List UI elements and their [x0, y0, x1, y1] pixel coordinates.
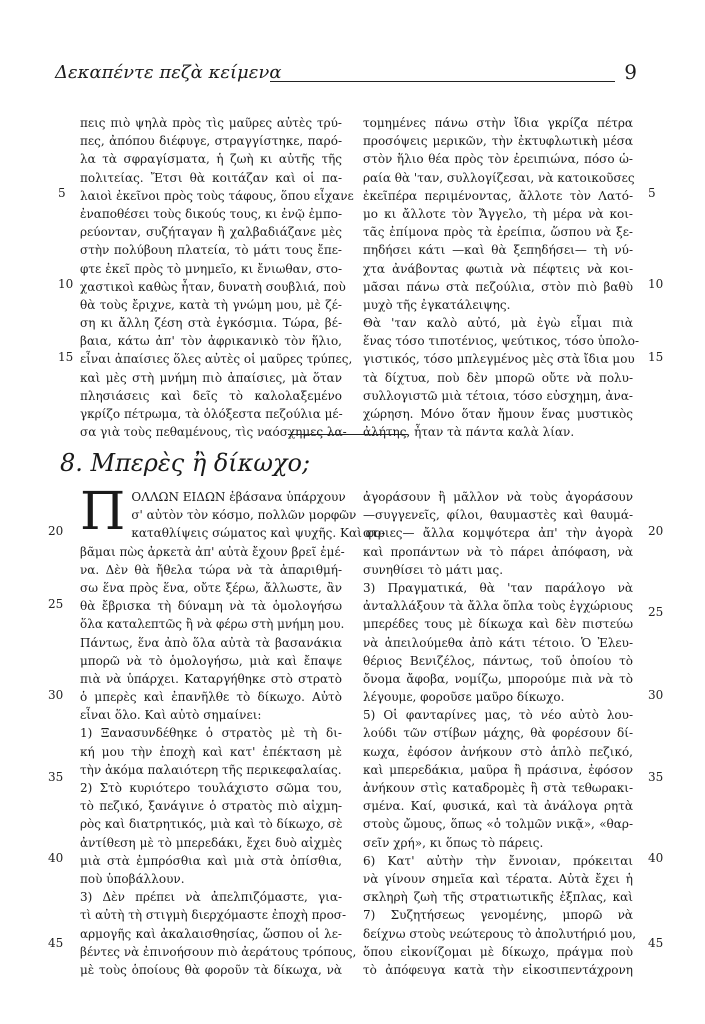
bottom-right-column: [363, 488, 637, 979]
line-number: 10: [58, 277, 74, 291]
text-line: σκληρὴ ζωὴ τῆς στρατιωτικῆς ἐξπλας, καὶ: [363, 890, 633, 905]
text-line: σα γιὰ τοὺς πεθαμένους, τὶς ναόσχημες λα-: [80, 425, 347, 440]
text-line: κή μου τὴν ἐποχὴ καὶ κατ' ἐπέκταση μὲ: [80, 744, 342, 759]
text-line: νὰ ἀπειλούμεθα ἀπὸ κάτι τέτοιο. Ὁ Ἐλευ-: [363, 635, 633, 650]
line-number: 40: [48, 851, 64, 865]
text-line: ἐναποθέσει τοὺς δικούς τους, κι ἐνῷ ἐμπο-: [80, 206, 342, 221]
drop-cap: Π: [80, 482, 126, 542]
text-line: σω ἕνα πρὸς ἕνα, οὔτε ξέρω, ἄλλωστε, ἂν: [80, 580, 342, 595]
text-line: πεις πιὸ ψηλὰ πρὸς τὶς μαῦρες αὐτὲς τρύ-: [80, 116, 342, 130]
text-line: τᾶς ἐπίμονα πρὸς τὰ ἐρείπια, ὥσπου νὰ ξε-: [363, 225, 633, 240]
text-line: μιὰ στὰ ἐμπρόσθια καὶ μιὰ στὰ ὀπίσθια,: [80, 853, 342, 868]
running-title: Δεκαπέντε πεζὰ κείμενα: [55, 62, 286, 83]
text-line: μπερέδες τους μὲ δίκωχα καὶ δὲν πιστεύω: [363, 617, 633, 632]
text-line: ἀγοράσουν ἢ μᾶλλον νὰ τοὺς ἀγοράσουν: [363, 490, 633, 504]
text-line: ὄνομα ἄφοβα, νομίζω, μπορούμε πιὰ νὰ τὸ: [363, 671, 633, 686]
text-line: Θὰ 'ταν καλὸ αὐτό, μὰ ἐγὼ εἶμαι πιὰ: [363, 316, 633, 331]
text-line: πες, ἀπόπου διέφυγε, στραγγίστηκε, παρό-: [80, 134, 342, 149]
text-line: σ' αὐτὸν τὸν κόσμο, πολλῶν μορφῶν: [131, 508, 357, 523]
text-line: σμένα. Καί, φυσικά, καὶ τὰ ἀνάλογα ρητὰ: [363, 799, 633, 814]
running-header: [55, 62, 637, 86]
text-line: νὰ γίνουν σημεῖα καὶ τέρατα. Αὐτὰ ἔχει ἡ: [363, 871, 633, 886]
text-line: χτα ἀνάβοντας φωτιὰ νὰ πέφτεις νὰ κοι-: [363, 261, 633, 276]
text-line: ἐκεῖπέρα περιμένοντας, ἄλλοτε τὸν Λατό-: [363, 188, 633, 203]
line-number: 15: [648, 350, 664, 364]
text-line: ὁ μπερὲς καὶ ἐπανῆλθε τὸ δίκωχο. Αὐτὸ: [80, 690, 342, 705]
line-number: 5: [648, 186, 656, 200]
text-line: 5) Οἱ φανταρίνες μας, τὸ νέο αὐτὸ λου-: [363, 708, 633, 723]
line-number: 30: [48, 688, 64, 702]
page-number: 9: [624, 60, 637, 84]
text-line: καὶ μὲς στὴ μνήμη πιὸ ἀπαίσιες, μὰ ὅταν: [80, 370, 342, 385]
text-line: ἕνας τόσο τιποτένιος, ψεύτικος, τόσο ὑπολο-: [363, 334, 640, 349]
text-line: λούδι τῶν στίβων μάχης, θὰ φορέσουν δί-: [363, 726, 633, 741]
text-line: στὴν πολύβουη πλατεία, τὸ μάτι τους ἔπε-: [80, 243, 342, 258]
text-line: ἀλήτης, ἦταν τὰ πάντα καλὰ λίαν.: [363, 425, 575, 440]
text-line: —συγγενεῖς, φίλοι, θαυμαστὲς καὶ θαυμά-: [363, 508, 633, 523]
top-left-column: [80, 114, 354, 441]
line-number: 30: [648, 688, 664, 702]
text-line: ση κι ἄλλη ζέση στὰ ἐγκόσμια. Τώρα, βέ-: [80, 316, 342, 331]
text-line: στριες— ἄλλα κομψότερα ἀπ' τὴν ἀγορὰ: [363, 526, 633, 541]
text-line: λέγουμε, φοροῦσε μαῦρο δίκωχο.: [363, 690, 565, 705]
text-line: εἶναι ἀπαίσιες ὅλες αὐτὲς οἱ μαῦρες τρύπες,: [80, 352, 353, 367]
text-line: φτε ἐκεῖ πρὸς τὸ μνημεῖο, κι ἔνιωθαν, στο-: [80, 261, 342, 276]
text-line: ὅλα καταλεπτῶς ἢ νὰ φέρω στὴ μνήμη μου.: [80, 617, 345, 632]
text-line: ἀνήκουν στὶς καταδρομὲς ἢ στὰ τεθωρακι-: [363, 781, 633, 795]
text-line: ποὺ ὑποβάλλουν.: [80, 871, 185, 886]
text-line: πιὰ νὰ ὑπάρχει. Καταργήθηκε στὸ στρατὸ: [80, 671, 342, 686]
line-number: 20: [648, 524, 664, 538]
text-line: να. Δὲν θὰ ἤθελα τώρα νὰ τὰ ἀπαριθμή-: [80, 562, 342, 577]
text-line: συλλογιστῶ μιὰ τέτοια, τόσο εὐσχημη, ἀνα-: [363, 388, 633, 403]
text-line: ἀντίθεση μὲ τὸ μπερεδάκι, ἔχει δυὸ αἰχμὲς: [80, 835, 342, 850]
text-line: μυχὸ τῆς ἐγκατάλειψης.: [363, 297, 511, 312]
text-line: ρὸς καὶ διατρητικός, μιὰ καὶ τὸ δίκωχο, σὲ: [80, 817, 343, 832]
line-number: 10: [648, 277, 664, 291]
text-line: πλησιάσεις καὶ δεῖς τὸ καλολαξεμένο: [80, 388, 342, 403]
text-line: 3) Πραγματικά, θὰ 'ταν παράλογο νὰ: [363, 580, 633, 595]
text-line: συνηθίσει τὸ μάτι μας.: [363, 562, 504, 577]
text-line: μᾶσαι πάνω στὰ πεζούλια, στὸν πιὸ βαθὺ: [363, 279, 633, 294]
text-line: λα τὰ σφραγίσματα, ἡ ζωὴ κι αὐτῆς τῆς: [80, 152, 342, 167]
text-line: θέριος Βενιζέλος, πάντως, τοῦ ὁποίου τὸ: [363, 653, 633, 668]
text-line: μπορῶ νὰ τὸ ὁμολογήσω, μιὰ καὶ ἔπαψε: [80, 653, 342, 668]
text-line: θὰ τοὺς ἔριχνε, κατὰ τὴ γνώμη μου, μὲ ζέ-: [80, 297, 342, 312]
text-line: 1) Ξανασυνδέθηκε ὁ στρατὸς μὲ τὴ δι-: [80, 726, 342, 741]
text-line: γκρίζο πέτρωμα, τὰ ὁλόξεστα πεζούλια μέ-: [80, 407, 343, 421]
text-line: καὶ μπερεδάκια, μαῦρα ἢ πράσινα, ἐφόσον: [363, 762, 633, 777]
text-line: βέντες νὰ ἐπινοήσουν πιὸ ἀεράτους τρόπους,: [80, 944, 357, 959]
line-number: 40: [648, 851, 664, 865]
text-line: καὶ προπάντων νὰ τὸ πάρει ἀπόφαση, νὰ: [363, 544, 633, 559]
line-number: 5: [58, 186, 66, 200]
line-number: 20: [48, 524, 64, 538]
text-line: μὲ τοὺς ὁποίους θὰ φοροῦν τὰ δίκωχα, νὰ: [80, 962, 342, 977]
text-line: τὰ δίχτυα, ποὺ δὲν μπορῶ οὔτε νὰ πολυ-: [363, 370, 633, 385]
text-line: τὶ αὐτὴ τὴ στιγμὴ διερχόμαστε ἐποχὴ προσ-: [80, 908, 347, 923]
text-line: σεῖν χρή», κι ὅπως τὸ πάρεις.: [363, 835, 544, 850]
text-line: εἶναι ὅλο. Καὶ αὐτὸ σημαίνει:: [80, 708, 262, 723]
text-line: ρεύονταν, συζήταγαν ἢ χαλβαδιάζανε μὲς: [80, 225, 342, 240]
text-line: καταθλίψεις σώματος καὶ ψυχῆς. Καὶ φο-: [131, 526, 386, 541]
line-number: 45: [648, 936, 664, 950]
text-line: τομημένες πάνω στὴν ἴδια γκρίζα πέτρα: [363, 116, 633, 130]
text-line: κωχα, ἐφόσον ἀνήκουν στὸ ἁπλὸ πεζικό,: [363, 744, 633, 759]
text-line: ΟΛΛΩΝ ΕΙΔΩΝ ἐβάσανα ὑπάρχουν: [131, 490, 346, 504]
text-line: προσόψεις μερικῶν, τὴν ἐκτυφλωτικὴ μέσα: [363, 134, 633, 149]
text-line: αρμογῆς καὶ ἀκαλαισθησίας, ὥσπου οἱ λε-: [80, 926, 342, 941]
text-line: στοὺς ὤμους, ὅπως «ὁ τολμῶν νικᾷ», «θαρ-: [363, 817, 633, 832]
line-number: 15: [58, 350, 74, 364]
text-line: πολιτείας. Ἔτσι θὰ κοιτάζαν καὶ οἱ πα-: [80, 170, 342, 185]
line-number: 25: [48, 597, 64, 611]
bottom-left-column: [80, 482, 386, 979]
text-line: 6) Κατ' αὐτὴν τὴν ἔννοιαν, πρόκειται: [363, 853, 633, 868]
text-line: τὴν ἀκόμα παλαιότερη τῆς περικεφαλαίας.: [80, 762, 342, 777]
text-line: βαια, κάτω ἀπ' τὸν ἀφρικανικὸ τὸν ἥλιο,: [80, 334, 342, 349]
section-divider: [288, 434, 408, 435]
top-right-column: [363, 114, 640, 441]
text-line: ὅπου εἰκονίζομαι μὲ δίκωχο, πράγμα ποὺ: [363, 944, 633, 959]
text-line: θὰ ἔβρισκα τὴ δύναμη νὰ τὰ ὁμολογήσω: [80, 599, 342, 614]
text-line: μο κι ἄλλοτε τὸν Ἄγγελο, τὴ μέρα νὰ κοι-: [363, 206, 633, 221]
text-line: 2) Στὸ κυριότερο τουλάχιστο σῶμα του,: [80, 781, 342, 795]
text-line: ραία θὰ 'ταν, συλλογίζεσαι, νὰ κατοικοῦσες: [363, 170, 635, 185]
text-line: στὸν ἥλιο θέα πρὸς τὸν ἐρειπιώνα, πόσο ὡ-: [363, 152, 633, 167]
text-line: χαστικοὶ καθὼς ἦταν, δυνατὴ σουβλιά, ποὺ: [80, 279, 346, 294]
text-line: βᾶμαι πὼς ἀρκετὰ ἀπ' αὐτὰ ἔχουν βρεῖ ἐμέ-: [80, 544, 345, 559]
line-number: 25: [648, 605, 664, 619]
line-number: 35: [48, 770, 64, 784]
header-rule: [270, 81, 615, 82]
text-line: τὸ πεζικό, ξανάγινε ὁ στρατὸς πιὸ αἰχμη-: [80, 799, 342, 814]
text-line: δείχνω στοὺς νεώτερους τὸ ἀπολυτήριό μου,: [363, 926, 637, 941]
text-line: γιστικός, τόσο μπλεγμένος μὲς στὰ ἴδια μου: [363, 352, 635, 367]
text-line: Πάντως, ἕνα ἀπὸ ὅλα αὐτὰ τὰ βασανάκια: [80, 635, 342, 650]
section-title: 8. Μπερὲς ἢ δίκωχο;: [60, 449, 311, 477]
line-number: 35: [648, 770, 664, 784]
text-line: λαιοὶ ἐκεῖνοι πρὸς τοὺς τάφους, ὅπου εἶχανε: [80, 188, 354, 203]
text-line: πηδήσει κάτι —καὶ θὰ ξεπηδήσει— τὴ νύ-: [363, 243, 633, 258]
text-line: ἀνταλλάξουν τὰ ἄλλα ὅπλα τοὺς ἐγχώριους: [363, 599, 633, 614]
line-number: 45: [48, 936, 64, 950]
text-line: 7) Συζητήσεως γενομένης, μπορῶ νὰ: [363, 908, 633, 923]
text-line: χώρηση. Μόνο ὅταν ἤμουν ἕνας μυστικὸς: [363, 407, 633, 421]
text-line: τὸ ἀπόφευγα κατὰ τὴν εἰκοσιπεντάχρονη: [363, 962, 633, 977]
text-line: 3) Δὲν πρέπει νὰ ἀπελπιζόμαστε, για-: [80, 890, 342, 905]
